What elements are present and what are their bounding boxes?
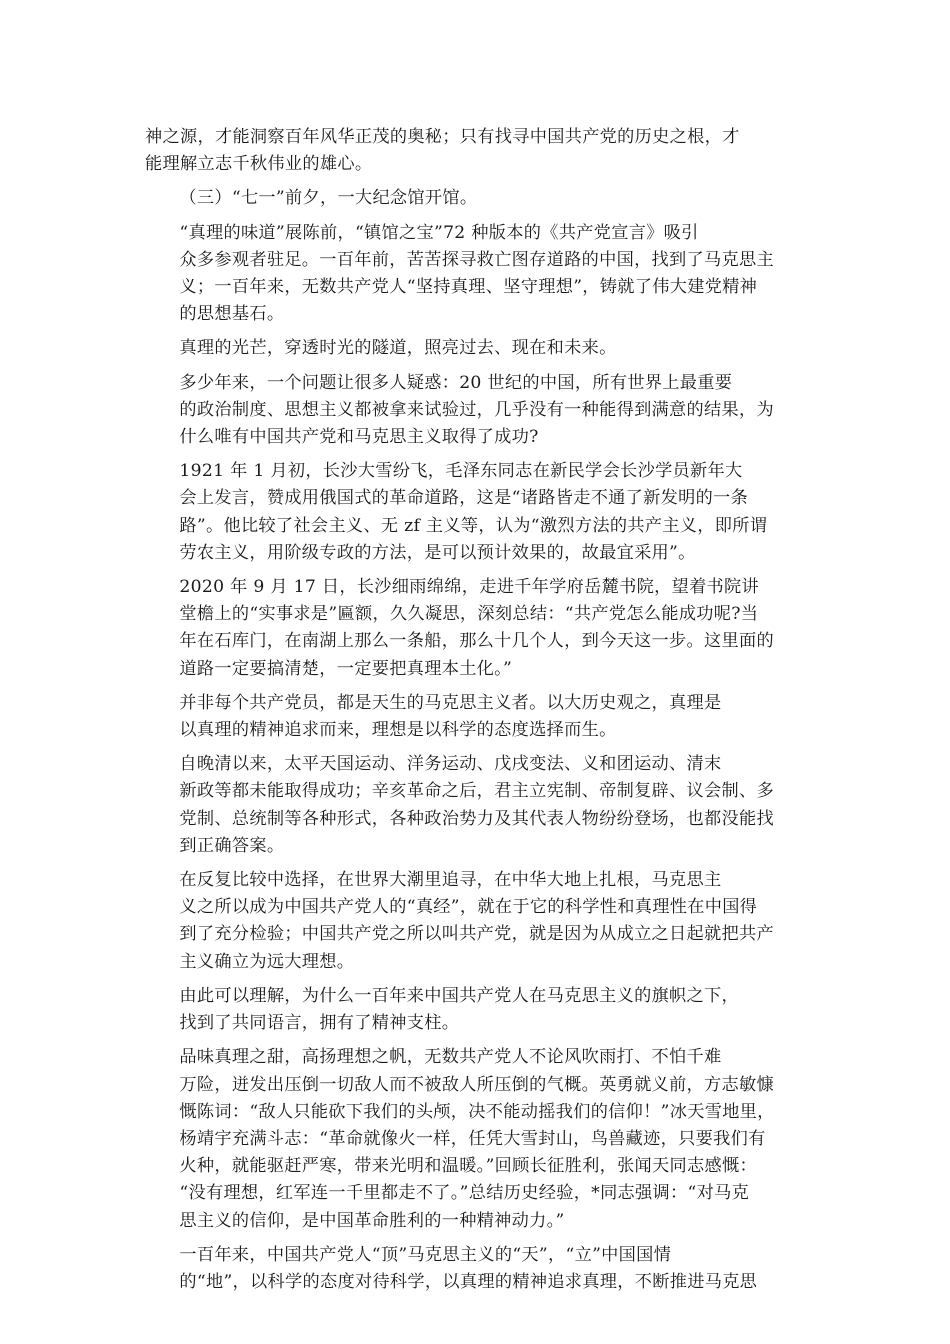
text-line: 找到了共同语言，拥有了精神支柱。	[179, 1013, 460, 1034]
paragraph	[145, 1044, 805, 1234]
text-line: 品味真理之甜，高扬理想之帆，无数共产党人不论风吹雨打、不怕千难	[179, 1047, 722, 1068]
text-line: 一百年来，中国共产党人“顶”马克思主义的“天”，“立”中国国情	[179, 1244, 672, 1265]
paragraph	[145, 124, 805, 178]
text-line: 众多参观者驻足。一百年前，苦苦探寻救亡图存道路的中国，找到了马克思主	[179, 249, 774, 270]
text-line: （三）“七一”前夕，一大纪念馆开馆。	[179, 188, 478, 209]
paragraph	[145, 690, 805, 744]
text-line: 多少年来，一个问题让很多人疑惑：20 世纪的中国，所有世界上最重要	[179, 372, 733, 393]
text-line: 火种，就能驱赶严寒，带来光明和温暖。”回顾长征胜利，张闻天同志感慨：	[179, 1156, 757, 1177]
paragraph	[145, 220, 805, 329]
paragraph	[145, 370, 805, 452]
paragraph	[145, 458, 805, 567]
paragraph	[145, 983, 805, 1037]
paragraph	[145, 335, 805, 362]
text-line: 的政治制度、思想主义都被拿来试验过，几乎没有一种能得到满意的结果，为	[179, 399, 774, 420]
text-line: 新政等都未能取得成功；辛亥革命之后，君主立宪制、帝制复辟、议会制、多	[179, 781, 774, 802]
text-line: 并非每个共产党员，都是天生的马克思主义者。以大历史观之，真理是	[179, 692, 722, 713]
text-line: 党制、总统制等各种形式，各种政治势力及其代表人物纷纷登场，也都没能找	[179, 808, 774, 829]
text-line: 年在石库门，在南湖上那么一条船，那么十几个人，到今天这一步。这里面的	[179, 631, 774, 652]
text-line: 的思想基石。	[179, 304, 285, 325]
text-line: 道路一定要搞清楚，一定要把真理本土化。”	[179, 658, 513, 679]
text-line: “没有理想，红军连一千里都走不了。”总结历史经验，*同志强调：“对马克	[179, 1183, 750, 1204]
text-line: 会上发言，赞成用俄国式的革命道路，这是“诸路皆走不通了新发明的一条	[179, 488, 749, 509]
text-line: 在反复比较中选择，在世界大潮里追寻，在中华大地上扎根，马克思主	[179, 870, 722, 891]
text-line: 的“地”，以科学的态度对待科学，以真理的精神追求真理，不断推进马克思	[179, 1271, 758, 1292]
text-line: 杨靖宇充满斗志：“革命就像火一样，任凭大雪封山，鸟兽藏迹，只要我们有	[179, 1128, 766, 1149]
text-line: 思主义的信仰，是中国革命胜利的一种精神动力。”	[179, 1210, 565, 1231]
text-line: 2020 年 9 月 17 日，长沙细雨绵绵，走进千年学府岳麓书院，望着书院讲	[179, 577, 760, 598]
paragraph	[145, 1242, 805, 1296]
text-line: 由此可以理解，为什么一百年来中国共产党人在马克思主义的旗帜之下，	[179, 985, 739, 1006]
paragraph	[145, 185, 805, 212]
text-line: 真理的光芒，穿透时光的隧道，照亮过去、现在和未来。	[179, 338, 617, 359]
paragraph	[145, 751, 805, 860]
text-line: 堂檐上的“实事求是”匾额，久久凝思，深刻总结：“共产党怎么能成功呢?当	[179, 604, 759, 625]
text-line: 义；一百年来，无数共产党人“坚持真理、坚守理想”，铸就了伟大建党精神	[179, 277, 758, 298]
text-line: 万险，迸发出压倒一切敌人而不被敌人所压倒的气概。英勇就义前，方志敏慷	[179, 1074, 774, 1095]
text-line: 义之所以成为中国共产党人的“真经”，就在于它的科学性和真理性在中国得	[179, 897, 758, 918]
text-line: 到了充分检验；中国共产党之所以叫共产党，就是因为从成立之日起就把共产	[179, 924, 774, 945]
text-line: “真理的味道”展陈前，“镇馆之宝”72 种版本的《共产党宣言》吸引	[179, 222, 699, 243]
text-line: 能理解立志千秋伟业的雄心。	[145, 154, 373, 175]
text-line: 劳农主义，用阶级专政的方法，是可以预计效果的，故最宜采用”。	[179, 542, 696, 563]
paragraph	[145, 574, 805, 683]
text-line: 路”。他比较了社会主义、无 zf 主义等，认为“激烈方法的共产主义，即所谓	[179, 515, 768, 536]
document-body	[145, 124, 805, 1303]
text-line: 什么唯有中国共产党和马克思主义取得了成功?	[179, 427, 539, 448]
text-line: 1921 年 1 月初，长沙大雪纷飞，毛泽东同志在新民学会长沙学员新年大	[179, 461, 743, 482]
text-line: 慨陈词：“敌人只能砍下我们的头颅，决不能动摇我们的信仰！”冰天雪地里，	[179, 1101, 775, 1122]
text-line: 神之源，才能洞察百年风华正茂的奥秘；只有找寻中国共产党的历史之根，才	[145, 127, 740, 147]
text-line: 到正确答案。	[179, 835, 285, 856]
text-line: 自晚清以来，太平天国运动、洋务运动、戊戌变法、义和团运动、清末	[179, 754, 722, 775]
text-line: 主义确立为远大理想。	[179, 951, 355, 972]
text-line: 以真理的精神追求而来，理想是以科学的态度选择而生。	[179, 720, 617, 741]
paragraph	[145, 867, 805, 976]
